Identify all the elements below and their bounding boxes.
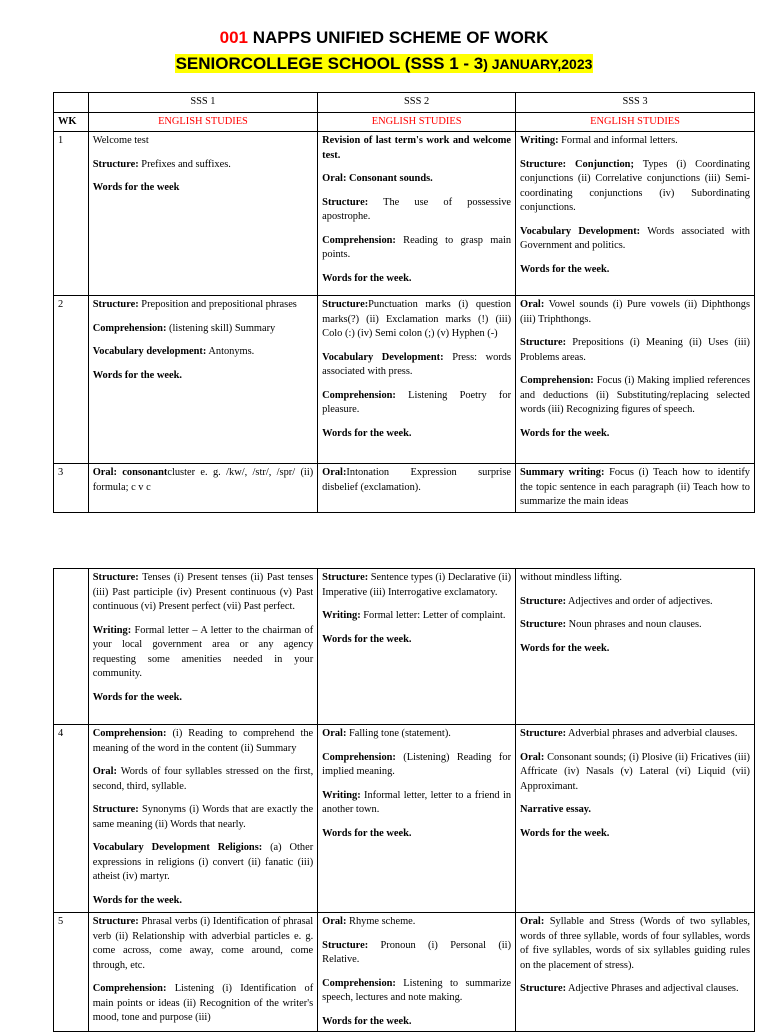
topic-label: Structure: [520,619,567,630]
topic-label: Words for the week. [92,691,182,703]
topic-label: Comprehension: [92,728,167,739]
week-row [54,132,755,296]
topic-entry [520,427,750,442]
topic-entry [520,751,750,795]
topic-text: Intonation Expression surprise disbelief (exclamation). [322,467,512,493]
topic-text: Words of four syllables stressed on the first, second, third, syllable. [92,766,314,792]
topic-text: Listening (i) Identification of main points or ideas (ii) Recognition of the writer's mood, tone and purpose (iii) [92,983,314,1023]
topic-entry [93,841,313,885]
topic-label: Vocabulary Development: [322,351,444,363]
topic-text: without mindless lifting. [520,572,622,583]
topic-entry [520,982,750,997]
topic-entry [520,466,750,510]
week-number: 5 [54,913,89,1032]
column-header: SSS 2 [318,93,516,113]
topic-label: Structure: [520,728,567,739]
week-number [54,569,89,725]
topic-entry [322,272,511,287]
topic-entry [93,915,313,973]
topic-label: Writing: [322,789,361,801]
sss3-topics [516,725,755,913]
topic-label: Structure: [92,804,139,815]
topic-label: Structure: [520,337,567,348]
topic-entry [520,134,750,149]
subject-row [54,112,755,132]
topic-entry [322,827,511,842]
subject-label: ENGLISH STUDIES [318,112,516,132]
sss2-topics [318,464,516,513]
topic-text: Formal and informal letters. [558,135,678,146]
week-row [54,569,755,725]
sss3-topics [516,132,755,296]
topic-text: Listening Poetry for pleasure. [322,389,512,415]
week-row [54,464,755,513]
topic-entry [520,803,750,818]
topic-text: Words associated with Government and politics. [520,225,750,251]
topic-entry [322,466,511,495]
topic-label: Oral: [520,299,545,310]
topic-text: Adjectives and order of adjectives. [566,595,713,607]
sss1-topics [88,132,317,296]
topic-entry [93,571,313,615]
topic-text: (Listening) Reading for implied meaning. [322,751,512,777]
topic-text: Press: words associated with press. [322,351,512,377]
document-number: 001 [219,28,248,47]
topic-entry [322,134,511,163]
topic-text: Falling tone (statement). [346,728,451,739]
scheme-of-work-table [53,92,755,513]
topic-entry [93,345,313,360]
topic-text: Consonant sounds; (i) Plosive (ii) Fricatives (iii) Affricate (iv) Nasals (v) Lateral (vi) Liquid (vii) Approximant. [520,751,750,792]
topic-label: Oral: [322,916,347,927]
topic-entry [93,466,313,495]
topic-label: Writing: [92,624,132,636]
topic-label: Structure: [92,572,139,583]
week-number: 1 [54,132,89,296]
topic-entry [93,322,313,337]
topic-label: Writing: [520,135,559,146]
sss1-topics [88,569,317,725]
topic-label: Oral: [322,728,347,739]
document-header [0,26,768,75]
topic-label: Comprehension: [322,977,396,989]
topic-entry [322,298,511,342]
sss1-topics [88,913,317,1032]
topic-label: Structure: [322,572,369,583]
topic-label: Words for the week. [520,827,610,839]
topic-text: (listening skill) Summary [166,322,276,334]
document-title-text: NAPPS UNIFIED SCHEME OF WORK [252,28,549,47]
topic-entry [93,158,313,173]
topic-label: Oral: Consonant sounds. [322,173,433,184]
topic-label: Vocabulary Development Religions: [92,842,263,853]
topic-text: Prepositions (i) Meaning (ii) Uses (iii) Problems areas. [520,337,750,363]
topic-text: Formal letter – A letter to the chairman of your local government area or any agency requesting some amenities needed in your community. [92,624,314,679]
topic-text: Tenses (i) Present tenses (ii) Past tenses (iii) Past participle (iv) Present continuous (v) Past continuous (vi) Present perfect (vii) Past perfect. [92,572,314,612]
sss3-topics [516,569,755,725]
week-row [54,296,755,464]
topic-entry [322,789,511,818]
column-header: SSS 1 [88,93,317,113]
topic-label: Comprehension: [322,234,396,246]
topic-entry [520,225,750,254]
topic-entry [322,939,511,968]
topic-entry [93,624,313,682]
topic-entry [93,982,313,1026]
topic-text: Rhyme scheme. [346,916,416,927]
topic-label: Words for the week. [520,642,610,654]
topic-label: Vocabulary Development: [520,225,641,237]
column-header [54,93,89,113]
topic-entry [93,298,313,313]
topic-label: Oral: [520,916,545,927]
topic-label: Structure: [92,158,139,170]
week-number: 3 [54,464,89,513]
term-date: ) JANUARY,2023 [483,56,593,72]
topic-text: (a) Other expressions in religions (i) convert (ii) fanatic (iii) atheist (iv) martyr. [92,842,314,882]
topic-label: Comprehension: [92,322,167,334]
topic-label: Oral: consonant [92,467,168,478]
topic-entry [322,571,511,600]
topic-entry [322,915,511,930]
topic-label: Oral: [322,467,347,478]
topic-text: Prefixes and suffixes. [138,158,231,170]
sss3-topics [516,296,755,464]
topic-label: Writing: [322,610,361,621]
topic-text: Synonyms (i) Words that are exactly the same meaning (ii) Words that nearly. [92,804,314,830]
sss2-topics [318,132,516,296]
topic-label: Words for the week. [322,827,412,839]
topic-text: Syllable and Stress (Words of two syllables, words of three syllable, words of four syllables, words of five syllables, words of six syllables guiding rules on the placement of stress). [520,916,750,971]
week-row [54,725,755,913]
topic-label: Structure: [520,595,567,607]
sss2-topics [318,569,516,725]
topic-label: Comprehension: [92,983,167,994]
topic-label: Structure: [322,299,369,310]
topic-entry [93,134,313,149]
week-column-header: WK [54,112,89,132]
sss1-topics [88,725,317,913]
topic-entry [322,1015,511,1030]
topic-label: Structure: Conjunction; [520,158,634,170]
topic-entry [322,633,511,648]
topic-label: Narrative essay. [520,804,592,815]
topic-entry [322,234,511,263]
topic-text: Pronoun (i) Personal (ii) Relative. [322,939,512,965]
sss2-topics [318,296,516,464]
topic-entry [322,977,511,1006]
subject-label: ENGLISH STUDIES [516,112,755,132]
topic-entry [520,374,750,418]
school-name: SENIORCOLLEGE SCHOOL (SSS 1 - 3 [175,54,484,73]
topic-text: Focus (i) Making implied references and deductions (ii) Substituting/replacing selected words (iii) Recognizing figures of speech. [520,375,750,415]
topic-entry [520,915,750,973]
subject-label: ENGLISH STUDIES [88,112,317,132]
topic-text: cluster e. g. /kw/, /str/, /spr/ (ii) formula; c v c [92,467,314,493]
topic-text: Phrasal verbs (i) Identification of phrasal verb (ii) Relationship with adverbial particles e. g. come across, come away, come around, come through, etc. [92,916,314,971]
topic-entry [520,727,750,742]
topic-label: Comprehension: [520,375,594,386]
topic-text: The use of possessive apostrophe. [322,196,512,222]
topic-label: Structure: [92,916,139,927]
topic-entry [520,158,750,216]
topic-label: Words for the week. [520,427,610,439]
topic-entry [520,642,750,657]
topic-label: Words for the week. [520,263,610,275]
topic-entry [93,181,313,196]
topic-label: Words for the week. [322,272,412,284]
topic-entry [93,765,313,794]
topic-text: Focus (i) Teach how to identify the topic sentence in each paragraph (ii) Teach how to summarize the main ideas [520,467,750,507]
topic-text: Informal letter, letter to a friend in another town. [322,789,512,815]
topic-label: Words for the week. [322,427,412,439]
document-title [0,26,768,50]
week-number: 2 [54,296,89,464]
topic-entry [322,389,511,418]
topic-text: Punctuation marks (i) question marks(?) (ii) Exclamation marks (!) (iii) Colo (:) (iv) Semi colon (;) (v) Hyphen (-) [322,299,512,339]
topic-entry [520,336,750,365]
topic-entry [520,571,750,586]
topic-text: (i) Reading to comprehend the meaning of the word in the content (ii) Summary [92,728,314,754]
topic-text: Types (i) Coordinating conjunctions (ii) Correlative conjunctions (iii) Semi-coordinating conjunctions (iv) Subordinating conjunctions. [520,158,750,213]
topic-label: Structure: [322,196,369,208]
topic-label: Words for the week. [92,369,182,381]
topic-entry [322,196,511,225]
column-header: SSS 3 [516,93,755,113]
topic-text: Reading to grasp main points. [322,234,512,260]
topic-text: Formal letter: Letter of complaint. [360,610,506,621]
topic-entry [93,691,313,706]
topic-label: Structure: [322,939,369,951]
topic-entry [322,609,511,624]
school-line [0,53,768,75]
topic-label: Words for the week. [92,894,182,906]
topic-entry [322,727,511,742]
topic-entry [322,751,511,780]
topic-label: Words for the week. [322,1015,412,1027]
topic-label: Oral: [92,766,117,777]
topic-label: Revision of last term's work and welcome test. [322,135,512,161]
topic-text: Noun phrases and noun clauses. [566,619,702,630]
topic-entry [520,263,750,278]
topic-label: Vocabulary development: [92,346,207,357]
topic-entry [520,618,750,633]
topic-entry [93,803,313,832]
week-number: 4 [54,725,89,913]
sss3-topics [516,464,755,513]
sss1-topics [88,464,317,513]
topic-text: Preposition and prepositional phrases [138,299,297,310]
week-row [54,913,755,1032]
topic-entry [93,894,313,909]
sss2-topics [318,725,516,913]
topic-label: Words for the week [92,182,180,193]
topic-entry [520,298,750,327]
topic-entry [322,172,511,187]
topic-entry [322,351,511,380]
topic-text: Welcome test [92,135,149,146]
topic-label: Structure: [92,299,139,310]
topic-text: Listening to summarize speech, lectures and note making. [322,977,512,1003]
topic-text: Antonyms. [206,346,255,357]
topic-entry [93,727,313,756]
topic-label: Words for the week. [322,633,412,645]
topic-entry [322,427,511,442]
sss1-topics [88,296,317,464]
topic-text: Vowel sounds (i) Pure vowels (ii) Diphthongs (iii) Triphthongs. [520,299,750,325]
topic-text: Sentence types (i) Declarative (ii) Imperative (iii) Interrogative exclamatory. [322,572,512,598]
topic-text: Adverbial phrases and adverbial clauses. [566,728,738,739]
topic-text: Adjective Phrases and adjectival clauses. [566,983,739,994]
topic-label: Comprehension: [322,751,396,763]
topic-entry [520,827,750,842]
class-header-row [54,93,755,113]
topic-label: Comprehension: [322,389,396,401]
scheme-of-work-table-continued [53,568,755,1032]
topic-label: Summary writing: [520,467,605,478]
topic-entry [520,595,750,610]
topic-label: Structure: [520,983,567,994]
topic-label: Oral: [520,751,545,763]
sss3-topics [516,913,755,1032]
sss2-topics [318,913,516,1032]
topic-entry [93,369,313,384]
